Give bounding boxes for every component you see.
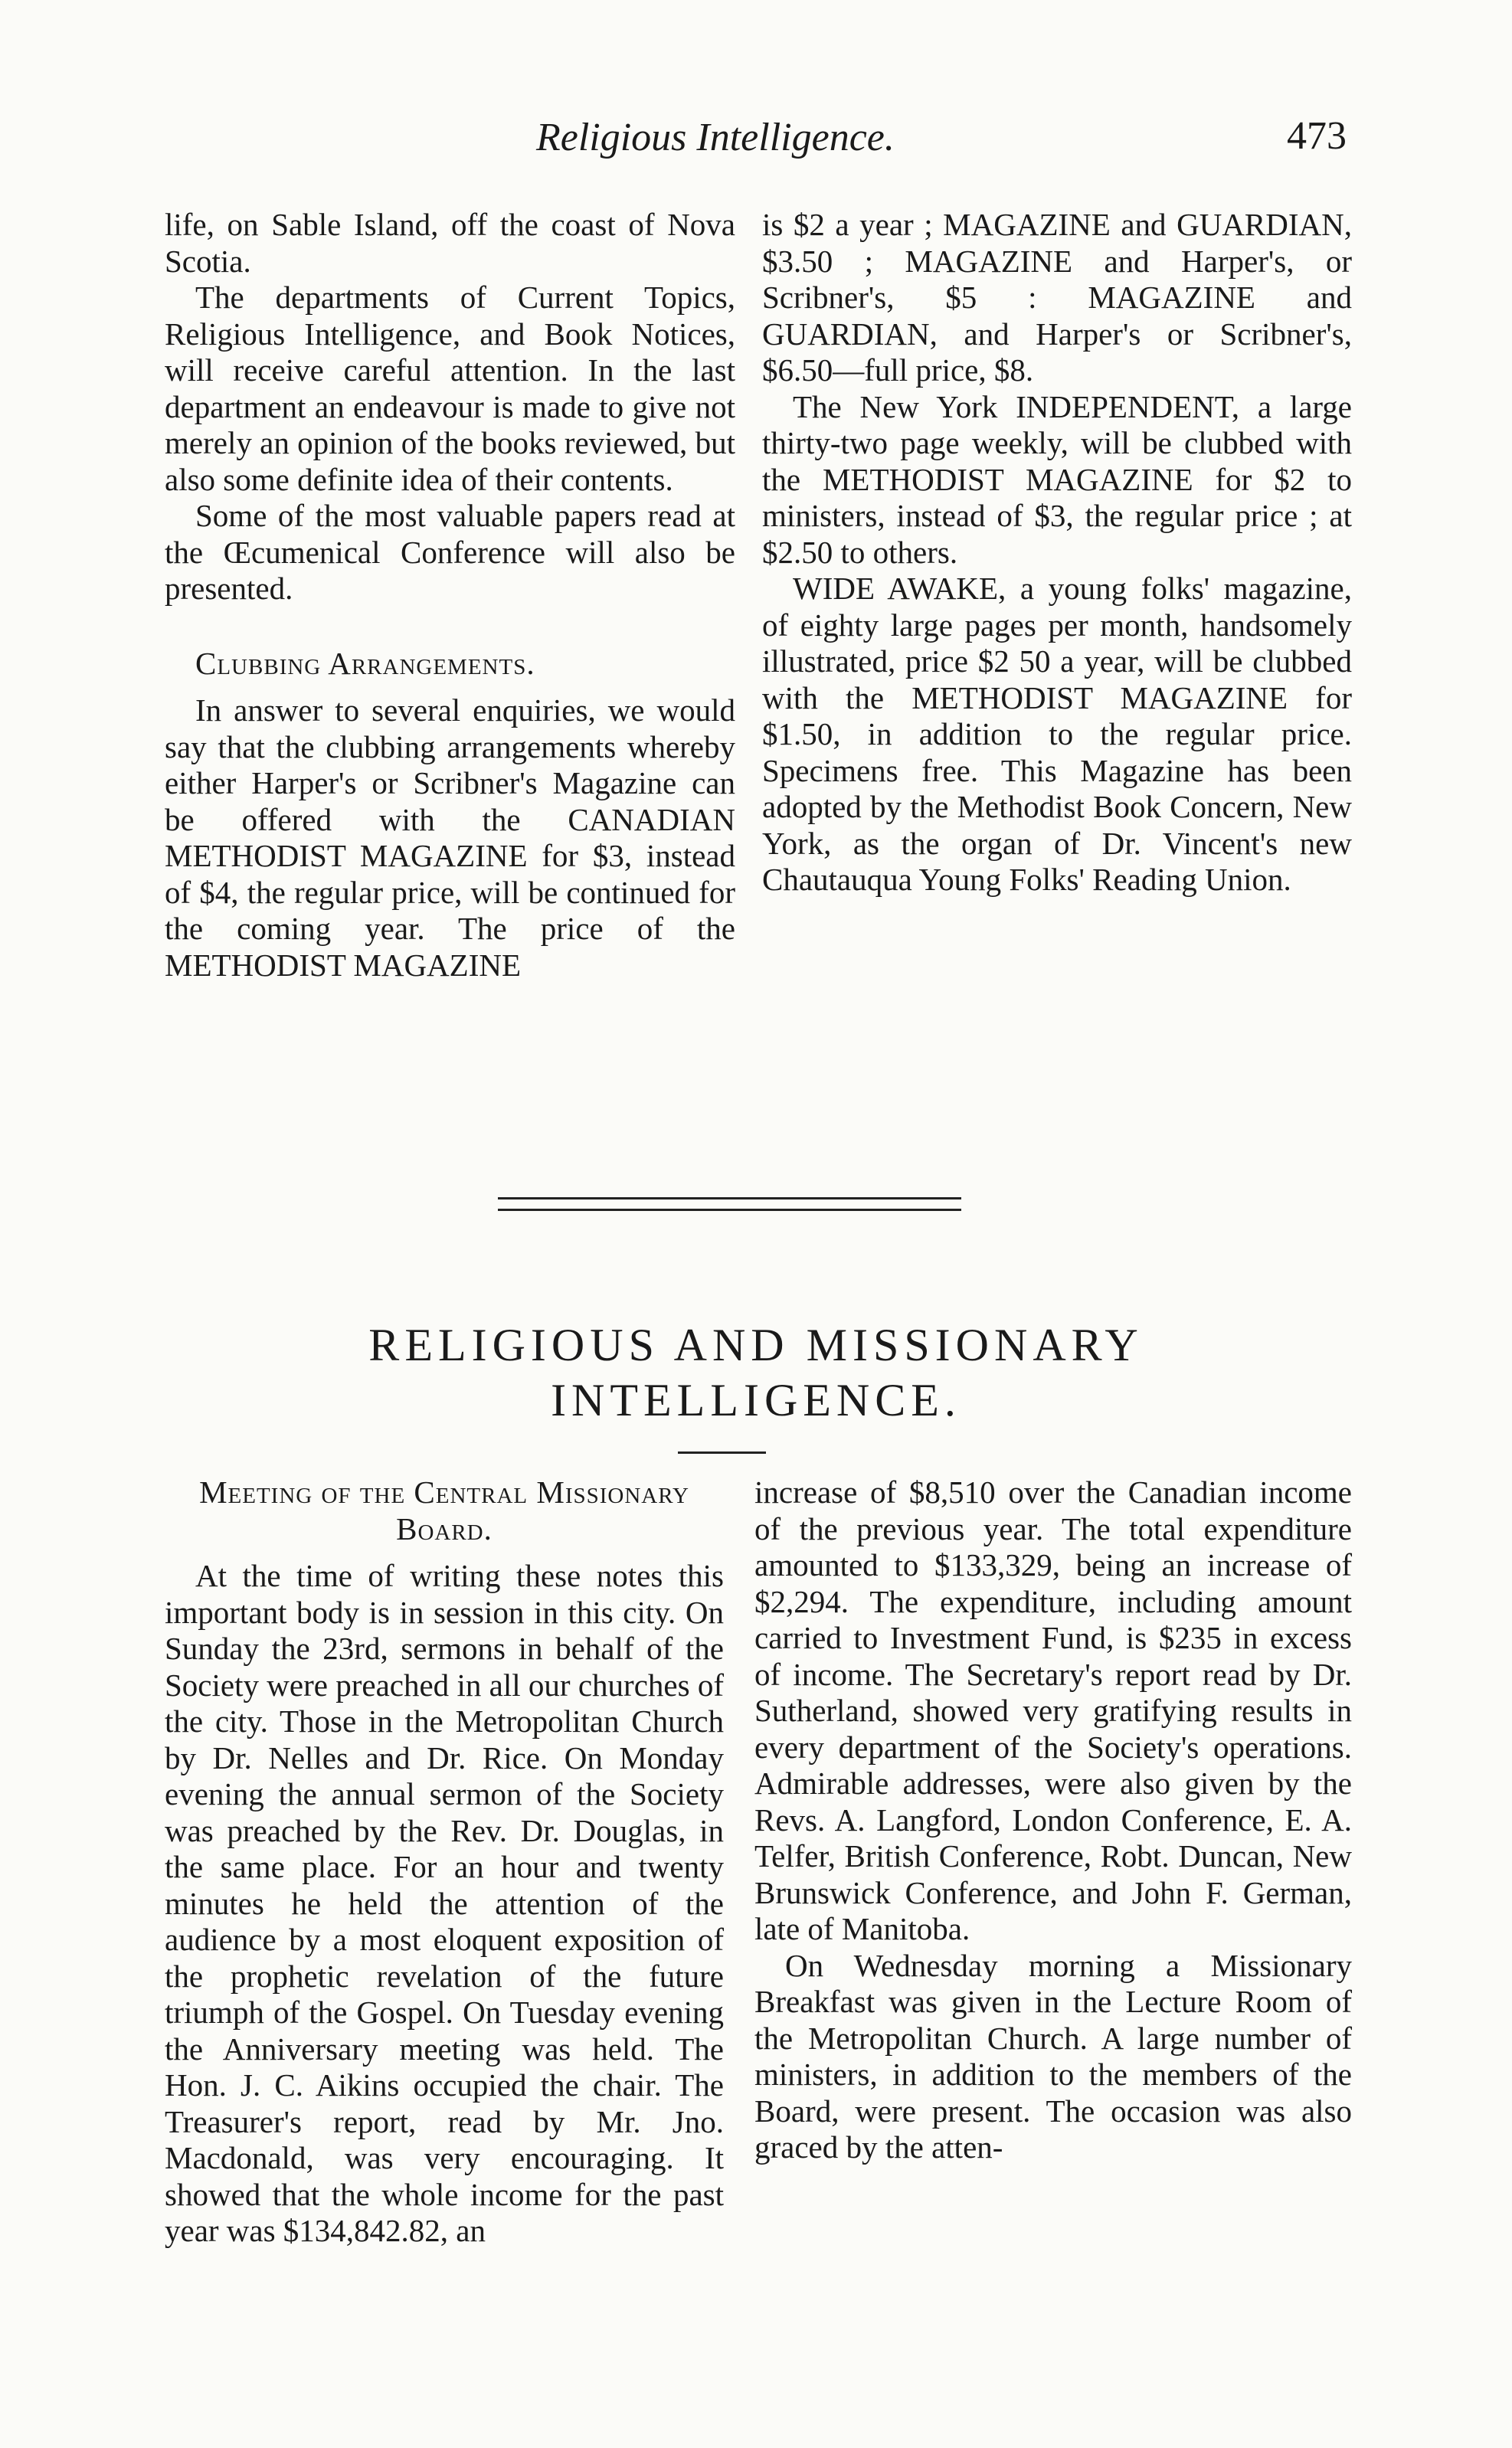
section-title-line: RELIGIOUS AND MISSIONARY [368, 1320, 1144, 1370]
short-rule-divider [678, 1451, 766, 1454]
subheading-meeting: Meeting of the Central Missionary Board. [199, 1474, 689, 1546]
paragraph: Some of the most valuable papers read at the Œcumenical Conference will also be presented. [165, 498, 735, 606]
top-right-column [762, 207, 1352, 898]
bottom-right-column [754, 1474, 1352, 2166]
page-number: 473 [1287, 114, 1347, 158]
running-head: Religious Intelligence. [536, 116, 895, 159]
paragraph: life, on Sable Island, off the coast of Nova Scotia. [165, 207, 735, 279]
top-left-column [165, 207, 735, 983]
double-rule-divider [498, 1197, 961, 1211]
paragraph: In answer to several enquiries, we would say that the clubbing arrangements whereby either Harper's or Scribner's Magazine can be offered with the CANADIAN METHODIST MAGAZINE for $3, instead of $4, the regular price, will be continued for the coming year. The price of the METHODIST MAGAZINE [165, 692, 735, 983]
paragraph: The departments of Current Topics, Religious Intelligence, and Book Notices, will receive careful attention. In the last department an endeavour is made to give not merely an opinion of the books reviewed, but also some definite idea of their contents. [165, 280, 735, 497]
subheading-clubbing: Clubbing Arrangements. [195, 645, 535, 681]
paragraph: At the time of writing these notes this important body is in session in this city. On Sunday the 23rd, sermons in behalf of the Society were preached in all our churches of the city. Those in the Metropolitan Church by Dr. Nelles and Dr. Rice. On Monday evening the annual sermon of the Society was preached by the Rev. Dr. Douglas, in the same place. For an hour and twenty minutes he held the attention of the audience by a most eloquent exposition of the prophetic revelation of the future triumph of the Gospel. On Tuesday evening the Anniversary meeting was held. The Hon. J. C. Aikins occupied the chair. The Treasurer's report, read by Mr. Jno. Macdonald, was very encouraging. It showed that the whole income for the past year was $134,842.82, an [165, 1558, 724, 2248]
paragraph: increase of $8,510 over the Canadian income of the previous year. The total expenditure amounted to $133,329, being an increase of $2,294. The expenditure, including amount carried to Investment Fund, is $235 in excess of income. The Secretary's report read by Dr. Sutherland, showed very gratifying results in every department of the Society's operations. Admirable addresses, were also given by the Revs. A. Langford, London Conference, E. A. Telfer, British Conference, Robt. Duncan, New Brunswick Conference, and John F. German, late of Manitoba. [754, 1474, 1352, 1946]
section-title-line: INTELLIGENCE. [551, 1375, 961, 1425]
paragraph: is $2 a year ; MAGAZINE and GUARDIAN, $3.50 ; MAGAZINE and Harper's, or Scribner's, $5 : MAGAZINE and GUARDIAN, and Harper's or Scribner's, $6.50—full price, $8. [762, 207, 1352, 388]
paragraph: On Wednesday morning a Missionary Breakfast was given in the Lecture Room of the Metropolitan Church. A large number of ministers, in addition to the members of the Board, were present. The occasion was also graced by the atten- [754, 1947, 1352, 2165]
paragraph: WIDE AWAKE, a young folks' magazine, of eighty large pages per month, handsomely illustrated, price $2 50 a year, will be clubbed with the METHODIST MAGAZINE for $1.50, in addition to the regular price. Specimens free. This Magazine has been adopted by the Methodist Book Concern, New York, as the organ of Dr. Vincent's new Chautauqua Young Folks' Reading Union. [762, 571, 1352, 897]
bottom-left-column [165, 1474, 724, 2250]
section-title [153, 1317, 1359, 1428]
paragraph: The New York INDEPENDENT, a large thirty-two page weekly, will be clubbed with the METHODIST MAGAZINE for $2 to ministers, instead of $3, the regular price ; at $2.50 to others. [762, 388, 1352, 570]
